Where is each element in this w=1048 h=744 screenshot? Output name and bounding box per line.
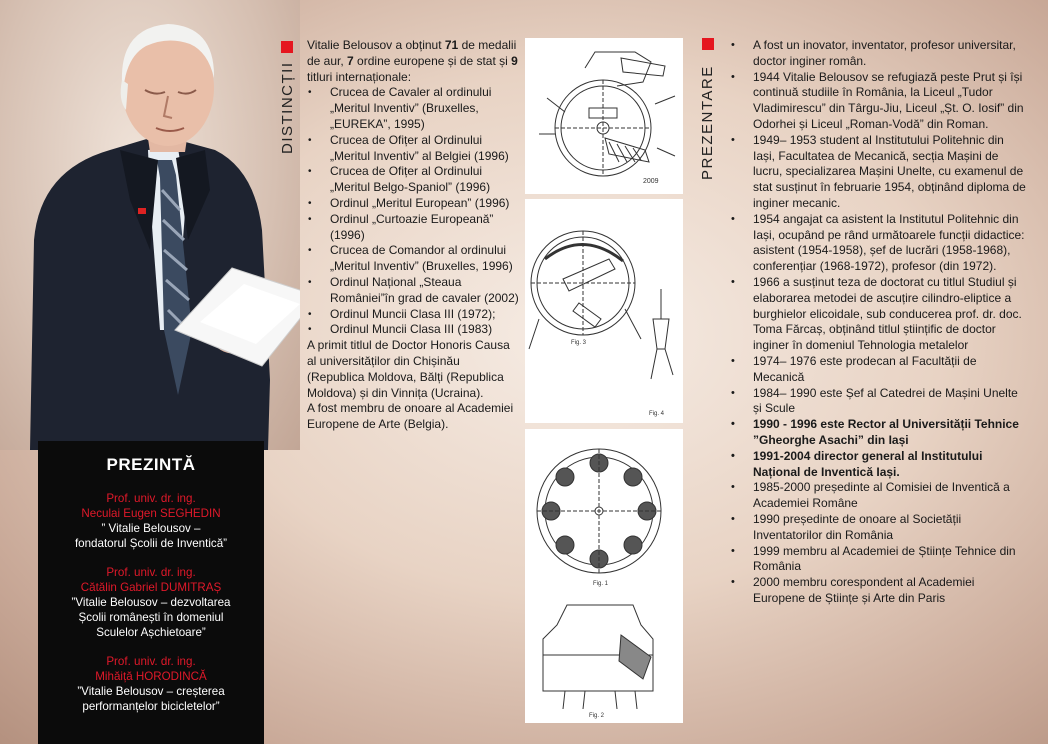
list-item: • 1999 membru al Academiei de Științe Tehnice din România <box>729 544 1029 576</box>
list-item: • Ordinul Național „Steaua României”în grad de cavaler (2002) <box>307 275 519 307</box>
list-item: • 1990 președinte de onoare al Societății Inventatorilor din România <box>729 512 1029 544</box>
list-item: • Ordinul Muncii Clasa III (1972); <box>307 307 519 323</box>
list-item: • 2000 membru corespondent al Academiei Europene de Științe și Arte din Paris <box>729 575 1029 607</box>
list-item: • Crucea de Cavaler al ordinului „Meritul Inventiv” (Bruxelles, „EUREKA”, 1995) <box>307 85 519 132</box>
drawing-2-caption-b: Fig. 4 <box>649 411 665 417</box>
list-item: • 1985-2000 președinte al Comisiei de Inventică a Academiei Române <box>729 480 1029 512</box>
list-item: • Crucea de Ofițer al Ordinului „Meritul Inventiv” al Belgiei (1996) <box>307 133 519 165</box>
list-item: • Ordinul Muncii Clasa III (1983) <box>307 322 519 338</box>
presents-title: PREZINTĂ <box>106 455 196 474</box>
drawing-1-caption: 2009 <box>643 178 659 185</box>
list-item: • 1944 Vitalie Belousov se refugiază peste Prut și își continuă studiile în România, la Liceul „Tudor Vladimirescu” din Târgu-Jiu, Liceul „Șt. O. Iosif” din Odorhei și Liceul „Roman-Vodă” din Roman. <box>729 70 1029 133</box>
drawing-3-caption-b: Fig. 2 <box>589 713 605 719</box>
talk-title: ”Vitalie Belousov – creșterea performanțelor bicicletelor” <box>77 685 225 713</box>
drawing-3-caption-a: Fig. 1 <box>593 581 609 587</box>
presentation-column <box>729 38 1029 607</box>
technical-drawing-1 <box>525 38 683 194</box>
talk-author: Prof. univ. dr. ing. Neculai Eugen SEGHEDIN <box>81 492 221 520</box>
list-item: • Crucea de Ofițer al Ordinului „Meritul Belgo-Spaniol” (1996) <box>307 164 519 196</box>
list-item: • 1966 a susținut teza de doctorat cu titlul Studiul și elaborarea metodei de ascuțire cilindro-eliptice a burghielor elicoidale, sub conducerea prof. dr. doc. Toma Fărcaș, obținând titlul științific de doctor inginer în domeniul Tehnologia metalelor <box>729 275 1029 354</box>
presentation-marker <box>702 38 714 50</box>
talk-3 <box>46 654 256 714</box>
talk-title: ” Vitalie Belousov – fondatorul Școlii de Inventică” <box>74 522 228 550</box>
distinctions-intro: Vitalie Belousov a obținut 71 de medalii de aur, 7 ordine europene și de stat și 9 titluri internaționale: <box>307 38 518 84</box>
technical-drawing-3 <box>525 429 683 723</box>
distinctions-list <box>307 85 519 338</box>
talk-author: Prof. univ. dr. ing. Cătălin Gabriel DUMITRAȘ <box>80 566 222 594</box>
presentation-heading: PREZENTARE <box>699 65 716 180</box>
list-item: • 1991-2004 director general al Institutului Național de Inventică Iași. <box>729 449 1029 481</box>
presentations-box <box>38 441 264 744</box>
list-item: • 1974– 1976 este prodecan al Facultății de Mecanică <box>729 354 1029 386</box>
list-item: • 1954 angajat ca asistent la Institutul Politehnic din Iași, ocupând pe rând următoarele funcții didactice: asistent (1954-1958), șef de lucrări (1958-1968), conferențiar (1968-1972), profesor (din 1972). <box>729 212 1029 275</box>
portrait-photo <box>0 0 300 450</box>
list-item: • 1949– 1953 student al Institutului Politehnic din Iași, Facultatea de Mecanică, secția Mașini de lucru, specializarea Mașini Unelte, cu examenul de stat susținut în februarie 1954, obținând diploma de inginer mecanic. <box>729 133 1029 212</box>
drawing-2-caption-a: Fig. 3 <box>571 340 587 346</box>
list-item: • Crucea de Comandor al ordinului „Meritul Inventiv” (Bruxelles, 1996) <box>307 243 519 275</box>
list-item: • A fost un inovator, inventator, profesor universitar, doctor inginer român. <box>729 38 1029 70</box>
talk-author: Prof. univ. dr. ing. Mihăiță HORODINCĂ <box>95 655 207 683</box>
distinctions-heading: DISTINCȚII <box>279 61 296 154</box>
list-item: • 1984– 1990 este Șef al Catedrei de Mașini Unelte și Scule <box>729 386 1029 418</box>
technical-drawing-2 <box>525 199 683 423</box>
list-item: • Ordinul „Curtoazie Europeană” (1996) <box>307 212 519 244</box>
academy-member-text: A fost membru de onoare al Academiei Europene de Arte (Belgia). <box>307 401 514 432</box>
list-item: • 1990 - 1996 este Rector al Universității Tehnice ”Gheorghe Asachi” din Iași <box>729 417 1029 449</box>
talk-2 <box>46 565 256 640</box>
distinctions-marker <box>281 41 293 53</box>
honoris-causa-text: A primit titlul de Doctor Honoris Causa al universităților din Chișinău (Republica Moldova, Bălți (Republica Moldova) și din Vinnița (Ucraina). <box>307 338 510 400</box>
presentation-list <box>729 38 1029 607</box>
list-item: • Ordinul „Meritul European” (1996) <box>307 196 519 212</box>
talk-1 <box>46 491 256 551</box>
talk-title: ”Vitalie Belousov – dezvoltarea Școlii românești în domeniul Sculelor Așchietoare” <box>71 596 231 639</box>
distinctions-column <box>307 38 519 433</box>
